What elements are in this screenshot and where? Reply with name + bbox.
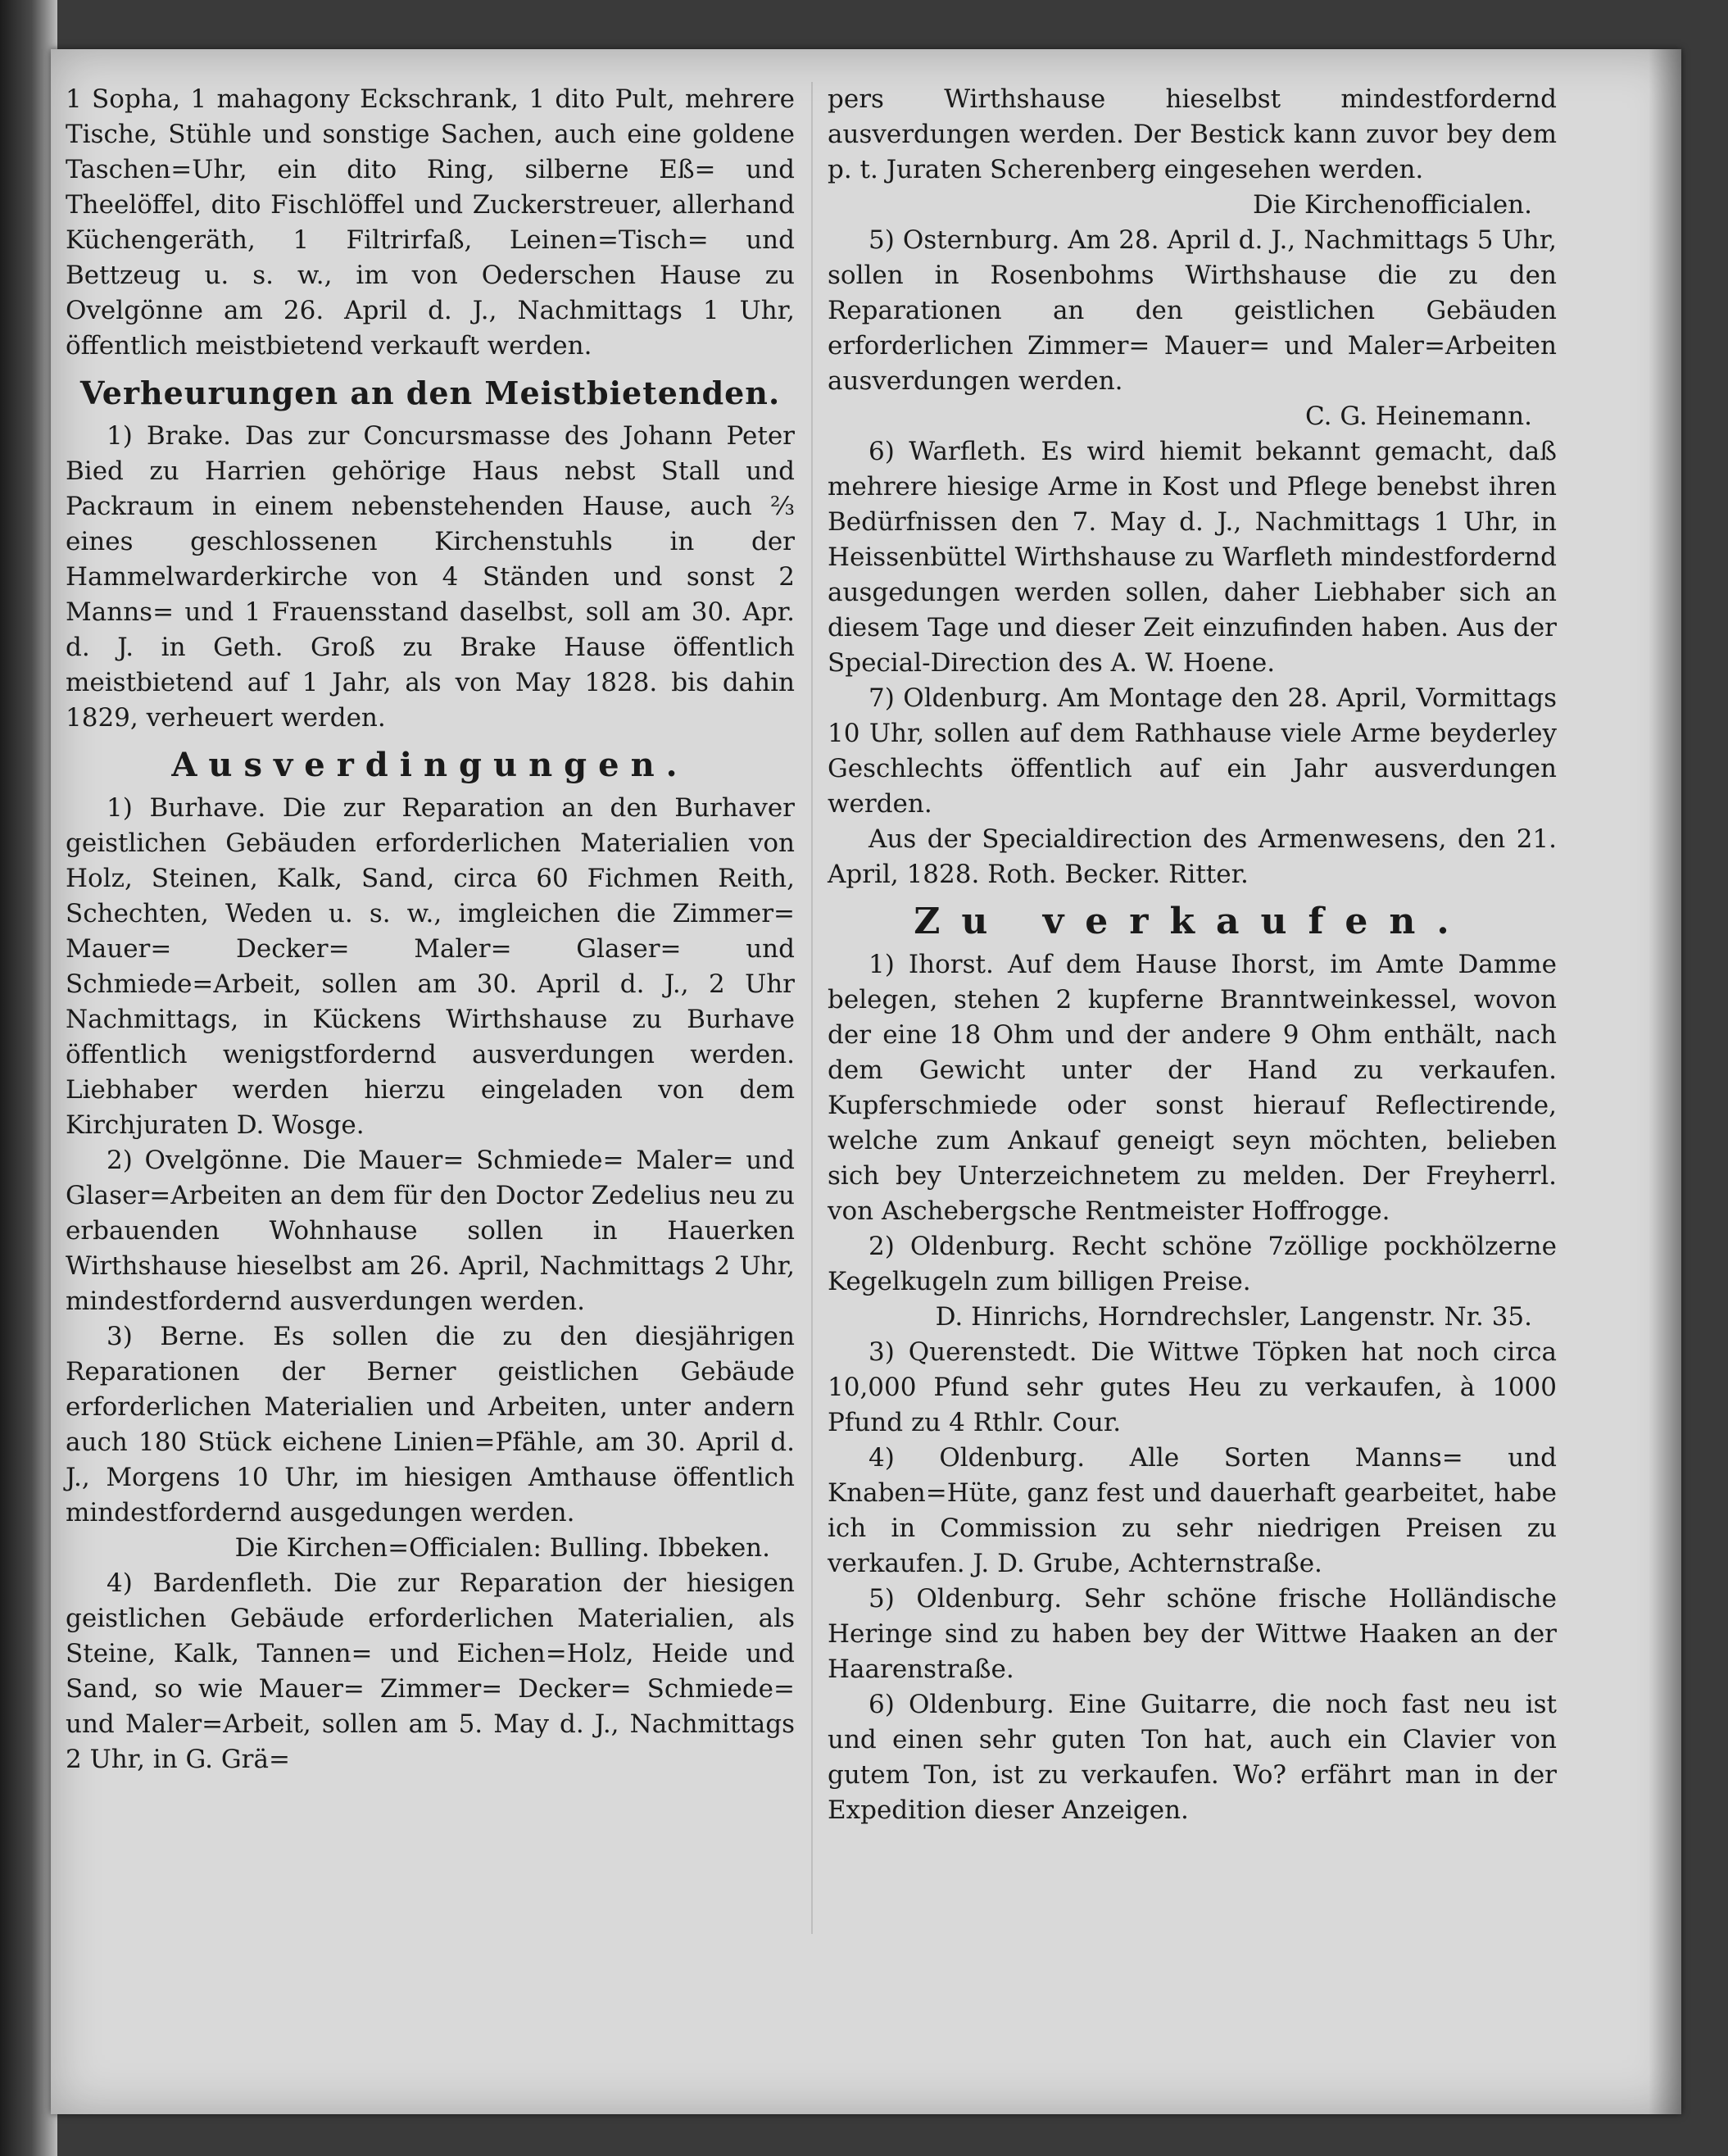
notice-burhave: 1) Burhave. Die zur Reparation an den Burhaver geistlichen Gebäuden erforderlichen Materialien von Holz, Steinen, Kalk, Sand, circa 60 Fichmen Reith, Schechten, Weden u. s. w., imgleichen die Zimmer= Mauer= Decker= Maler= Glaser= und Schmiede=Arbeit, sollen am 30. April d. J., 2 Uhr Nachmittags, in Kückens Wirthshause zu Burhave öffentlich wenigstfordernd ausverdungen werden. Liebhaber werden hierzu eingeladen von dem Kirchjuraten D. Wosge.: [66, 793, 795, 1140]
notice-berne: 3) Berne. Es sollen die zu den diesjährigen Reparationen der Berner geistlichen Gebäude erforderlichen Materialien und Arbeiten, unter andern auch 180 Stück eichene Linien=Pfähle, am 30. April d. J., Morgens 10 Uhr, im hiesigen Amthause öffentlich mindestfordernd ausgedungen werden.: [66, 1322, 795, 1527]
column-divider: [811, 82, 813, 1934]
notice-warfleth: 6) Warfleth. Es wird hiemit bekannt gemacht, daß mehrere hiesige Arme in Kost und Pflege benebst ihren Bedürfnissen den 7. May d. J., Nachmittags 1 Uhr, in Heissenbüttel Wirthshause zu Warfleth mindestfordernd ausgedungen werden sollen, daher Liebhaber sich an diesem Tage und dieser Zeit einzufinden haben. Aus der Special-Direction des A. W. Hoene.: [828, 437, 1557, 678]
left-column: [66, 82, 795, 1777]
notice-oldenburg-7: 7) Oldenburg. Am Montage den 28. April, Vormittags 10 Uhr, sollen auf dem Rathhause viele Arme beyderley Geschlechts öffentlich auf ein Jahr ausverdungen werden.: [828, 683, 1557, 819]
notice-bardenfleth: 4) Bardenfleth. Die zur Reparation der hiesigen geistlichen Gebäude erforderlichen Materialien, als Steine, Kalk, Tannen= und Eichen=Holz, Heide und Sand, so wie Mauer= Zimmer= Decker= Schmiede= und Maler=Arbeit, sollen am 5. May d. J., Nachmittags 2 Uhr, in G. Grä=: [66, 1568, 795, 1774]
section-heading-zu-verkaufen: Zu verkaufen.: [914, 901, 1471, 942]
notice-ihorst: 1) Ihorst. Auf dem Hause Ihorst, im Amte Damme belegen, stehen 2 kupferne Branntweinkessel, wovon der eine 18 Ohm und der andere 9 Ohm enthält, nach dem Gewicht unter der Hand zu verkaufen. Kupferschmiede oder sonst hierauf Reflectirende, welche zum Ankauf geneigt seyn möchten, belieben sich bey Unterzeichnetem zu melden. Der Freyherrl. von Aschebergsche Rentmeister Hoffrogge.: [828, 950, 1557, 1226]
notice-oldenburg-5: 5) Oldenburg. Sehr schöne frische Holländische Heringe sind zu haben bey der Wittwe Haaken an der Haarenstraße.: [828, 1584, 1557, 1684]
signature-bardenfleth: Die Kirchenofficialen.: [1253, 190, 1532, 220]
section-heading-verheurungen: Verheurungen an den Meistbietenden.: [79, 374, 781, 411]
notice-brake: 1) Brake. Das zur Concursmasse des Johann Peter Bied zu Harrien gehörige Haus nebst Stall und Packraum in einem nebenstehenden Hause, auch ⅔ eines geschlossenen Kirchenstuhls in der Hammelwarderkirche von 4 Ständen und sonst 2 Manns= und 1 Frauensstand daselbst, soll am 30. Apr. d. J. in Geth. Groß zu Brake Hause öffentlich meistbietend auf 1 Jahr, als von May 1828. bis dahin 1829, verheuert werden.: [66, 421, 795, 733]
notice-oldenburg-2: 2) Oldenburg. Recht schöne 7zöllige pockhölzerne Kegelkugeln zum billigen Preise.: [828, 1232, 1557, 1296]
book-spine: [0, 0, 57, 2156]
notice-oldenburg-6: 6) Oldenburg. Eine Guitarre, die noch fast neu ist und einen sehr guten Ton hat, auch ein Clavier von gutem Ton, ist zu verkaufen. Wo? erfährt man in der Expedition dieser Anzeigen.: [828, 1690, 1557, 1825]
notice-bardenfleth-continued: pers Wirthshause hieselbst mindestfordernd ausverdungen werden. Der Bestick kann zuvor bey dem p. t. Juraten Scherenberg eingesehen werden.: [828, 84, 1557, 184]
signature-oldenburg-7: Aus der Specialdirection des Armenwesens, den 21. April, 1828. Roth. Becker. Ritter.: [828, 824, 1557, 889]
right-column: [828, 82, 1557, 1828]
signature-oldenburg-2: D. Hinrichs, Horndrechsler, Langenstr. Nr. 35.: [935, 1302, 1532, 1332]
section-heading-ausverdingungen: Ausverdingungen.: [171, 746, 689, 784]
page-edge-shadow: [1649, 49, 1681, 2114]
notice-oldenburg-4: 4) Oldenburg. Alle Sorten Manns= und Knaben=Hüte, ganz fest und dauerhaft gearbeitet, habe ich in Commission zu sehr niedrigen Preisen zu verkaufen. J. D. Grube, Achternstraße.: [828, 1443, 1557, 1578]
notice-osternburg: 5) Osternburg. Am 28. April d. J., Nachmittags 5 Uhr, sollen in Rosenbohms Wirthshause die zu den Reparationen an den geistlichen Gebäuden erforderlichen Zimmer= Mauer= und Maler=Arbeiten ausverdungen werden.: [828, 225, 1557, 396]
sale-intro-paragraph: 1 Sopha, 1 mahagony Eckschrank, 1 dito Pult, mehrere Tische, Stühle und sonstige Sachen, auch eine goldene Taschen=Uhr, ein dito Ring, silberne Eß= und Theelöffel, dito Fischlöffel und Zuckerstreuer, allerhand Küchengeräth, 1 Filtrirfaß, Leinen=Tisch= und Bettzeug u. s. w., im von Oederschen Hause zu Ovelgönne am 26. April d. J., Nachmittags 1 Uhr, öffentlich meistbietend verkauft werden.: [66, 84, 795, 361]
notice-ovelgoenne: 2) Ovelgönne. Die Mauer= Schmiede= Maler= und Glaser=Arbeiten an dem für den Doctor Zedelius neu zu erbauenden Wohnhause sollen in Hauerken Wirthshause hieselbst am 26. April, Nachmittags 2 Uhr, mindestfordernd ausverdungen werden.: [66, 1146, 795, 1316]
notice-querenstedt: 3) Querenstedt. Die Wittwe Töpken hat noch circa 10,000 Pfund sehr gutes Heu zu verkaufen, à 1000 Pfund zu 4 Rthlr. Cour.: [828, 1337, 1557, 1437]
signature-berne: Die Kirchen=Officialen: Bulling. Ibbeken.: [234, 1533, 770, 1563]
signature-osternburg: C. G. Heinemann.: [1305, 402, 1532, 431]
